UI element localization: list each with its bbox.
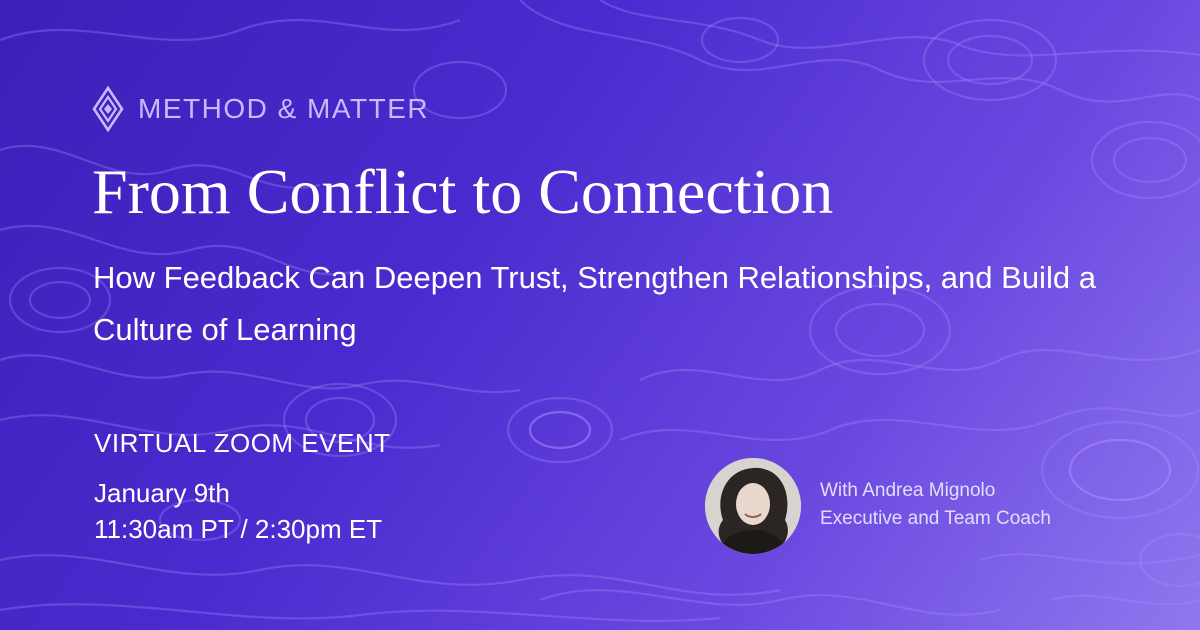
- speaker-avatar: [705, 458, 801, 554]
- event-subtitle: How Feedback Can Deepen Trust, Strengthen Relationships, and Build a Culture of Learning: [93, 260, 1096, 347]
- brand-name: METHOD & MATTER: [138, 93, 430, 124]
- event-time: 11:30am PT / 2:30pm ET: [94, 514, 383, 544]
- brand: [92, 86, 429, 132]
- speaker-name: With Andrea Mignolo: [820, 480, 996, 501]
- speaker-role: Executive and Team Coach: [820, 508, 1051, 529]
- event-type: VIRTUAL ZOOM EVENT: [94, 428, 391, 458]
- event-title: From Conflict to Connection: [92, 156, 834, 227]
- diamond-logo-icon: [92, 86, 124, 132]
- event-date: January 9th: [94, 478, 230, 508]
